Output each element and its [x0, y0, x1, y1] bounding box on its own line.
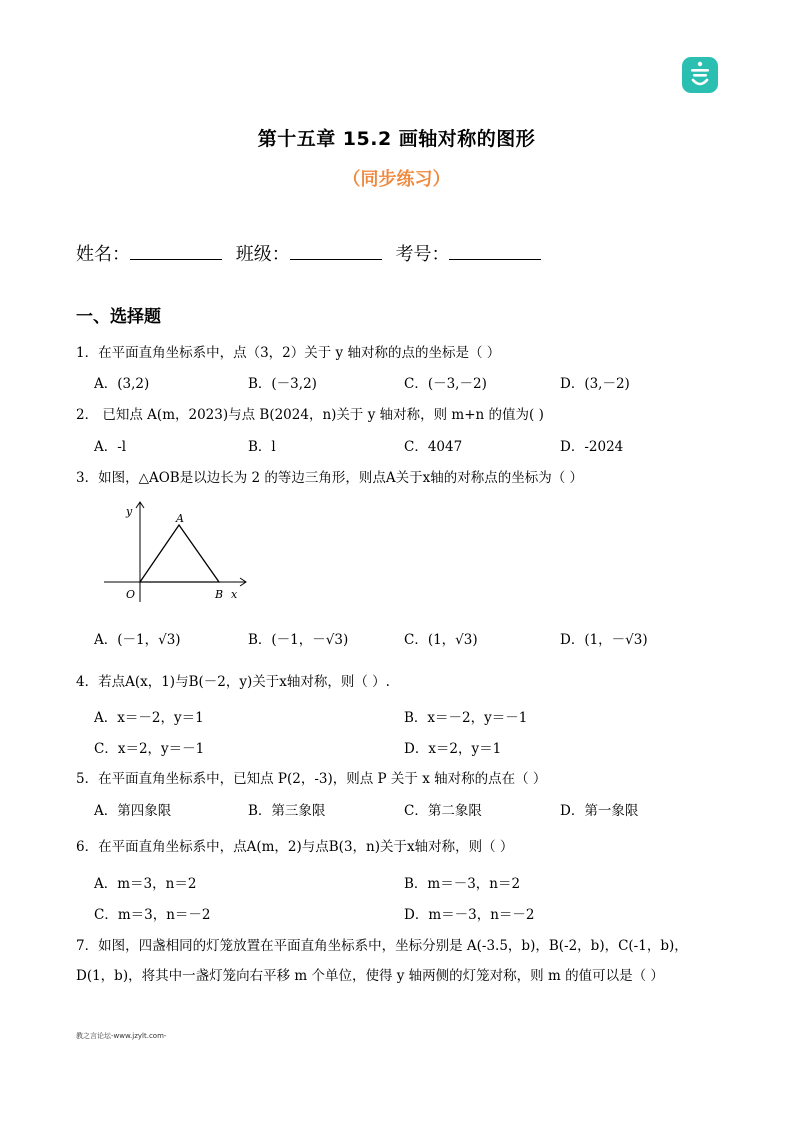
- page-subtitle: （同步练习）: [342, 169, 451, 190]
- q6-option-d: D．m＝－3，n＝－2: [404, 907, 535, 923]
- question-7-stem-line1: 7．如图，四盏相同的灯笼放置在平面直角坐标系中，坐标分别是 A(-3.5，b)，B(-2，b)，C(-1，b)，: [76, 938, 688, 954]
- question-7-stem-line2: D(1，b)，将其中一盏灯笼向右平移 m 个单位，使得 y 轴两侧的灯笼对称，则 m 的值可以是（ ）: [76, 968, 664, 984]
- q1-option-c: C．(－3,－2): [404, 376, 487, 392]
- q4-option-a: A．x＝－2，y＝1: [94, 710, 204, 726]
- question-1-stem: 1．在平面直角坐标系中，点（3，2）关于 y 轴对称的点的坐标是（ ）: [76, 345, 501, 361]
- q3-option-a: A．(－1，√3): [94, 632, 181, 648]
- q2-option-b: B．l: [248, 439, 276, 455]
- q1-option-d: D．(3,－2): [560, 376, 630, 392]
- student-info-line: [76, 240, 549, 266]
- q5-option-c: C．第二象限: [404, 803, 482, 819]
- q3-option-c: C．(1，√3): [404, 632, 478, 648]
- q6-option-a: A．m＝3，n＝2: [94, 876, 197, 892]
- q1-option-a: A．(3,2): [94, 376, 150, 392]
- question-5-stem: 5．在平面直角坐标系中，已知点 P(2，-3)，则点 P 关于 x 轴对称的点在（ ）: [76, 771, 547, 787]
- point-b-label: B: [215, 588, 224, 601]
- name-label: 姓名：: [76, 244, 130, 265]
- question-3-stem: 3．如图，△AOB是以边长为 2 的等边三角形，则点A关于x轴的对称点的坐标为（ ）: [76, 470, 584, 486]
- class-label: 班级：: [235, 244, 290, 265]
- point-a-label: A: [176, 512, 184, 525]
- number-blank[interactable]: [449, 243, 541, 260]
- q3-option-d: D．(1，－√3): [560, 632, 648, 648]
- q2-option-a: A．-l: [94, 439, 127, 455]
- question-4-stem: 4．若点A(x，1)与B(－2，y)关于x轴对称，则（ ）.: [76, 674, 390, 690]
- q5-option-d: D．第一象限: [560, 803, 639, 819]
- q5-option-b: B．第三象限: [248, 803, 326, 819]
- q2-option-d: D．-2024: [560, 439, 624, 455]
- x-axis-label: x: [231, 588, 238, 601]
- q6-option-b: B．m＝－3，n＝2: [404, 876, 521, 892]
- q2-option-c: C．4047: [404, 439, 463, 455]
- q5-option-a: A．第四象限: [94, 803, 172, 819]
- logo-icon: [682, 57, 718, 93]
- triangle-aob: [140, 525, 219, 582]
- number-label: 考号：: [395, 244, 450, 265]
- q4-option-b: B．x＝－2，y＝－1: [404, 710, 528, 726]
- q6-option-c: C．m＝3，n＝－2: [94, 907, 211, 923]
- class-blank[interactable]: [290, 243, 382, 260]
- triangle-figure: [104, 498, 254, 608]
- section-heading: 一、选择题: [76, 307, 161, 327]
- question-2-stem: 2． 已知点 A(m，2023)与点 B(2024，n)关于 y 轴对称，则 m+n 的值为( ): [76, 407, 544, 423]
- question-6-stem: 6．在平面直角坐标系中，点A(m，2)与点B(3，n)关于x轴对称，则（ ）: [76, 839, 514, 855]
- q4-option-d: D．x＝2，y＝1: [404, 741, 502, 757]
- page-title: 第十五章 15.2 画轴对称的图形: [257, 128, 536, 150]
- q1-option-b: B．(－3,2): [248, 376, 317, 392]
- footer-source: 教之言论坛-www.jzylt.com-: [76, 1032, 167, 1040]
- name-blank[interactable]: [130, 243, 222, 260]
- point-o-label: O: [126, 588, 136, 601]
- q4-option-c: C．x＝2，y＝－1: [94, 741, 205, 757]
- y-axis-label: y: [126, 505, 133, 518]
- q3-option-b: B．(－1，－√3): [248, 632, 349, 648]
